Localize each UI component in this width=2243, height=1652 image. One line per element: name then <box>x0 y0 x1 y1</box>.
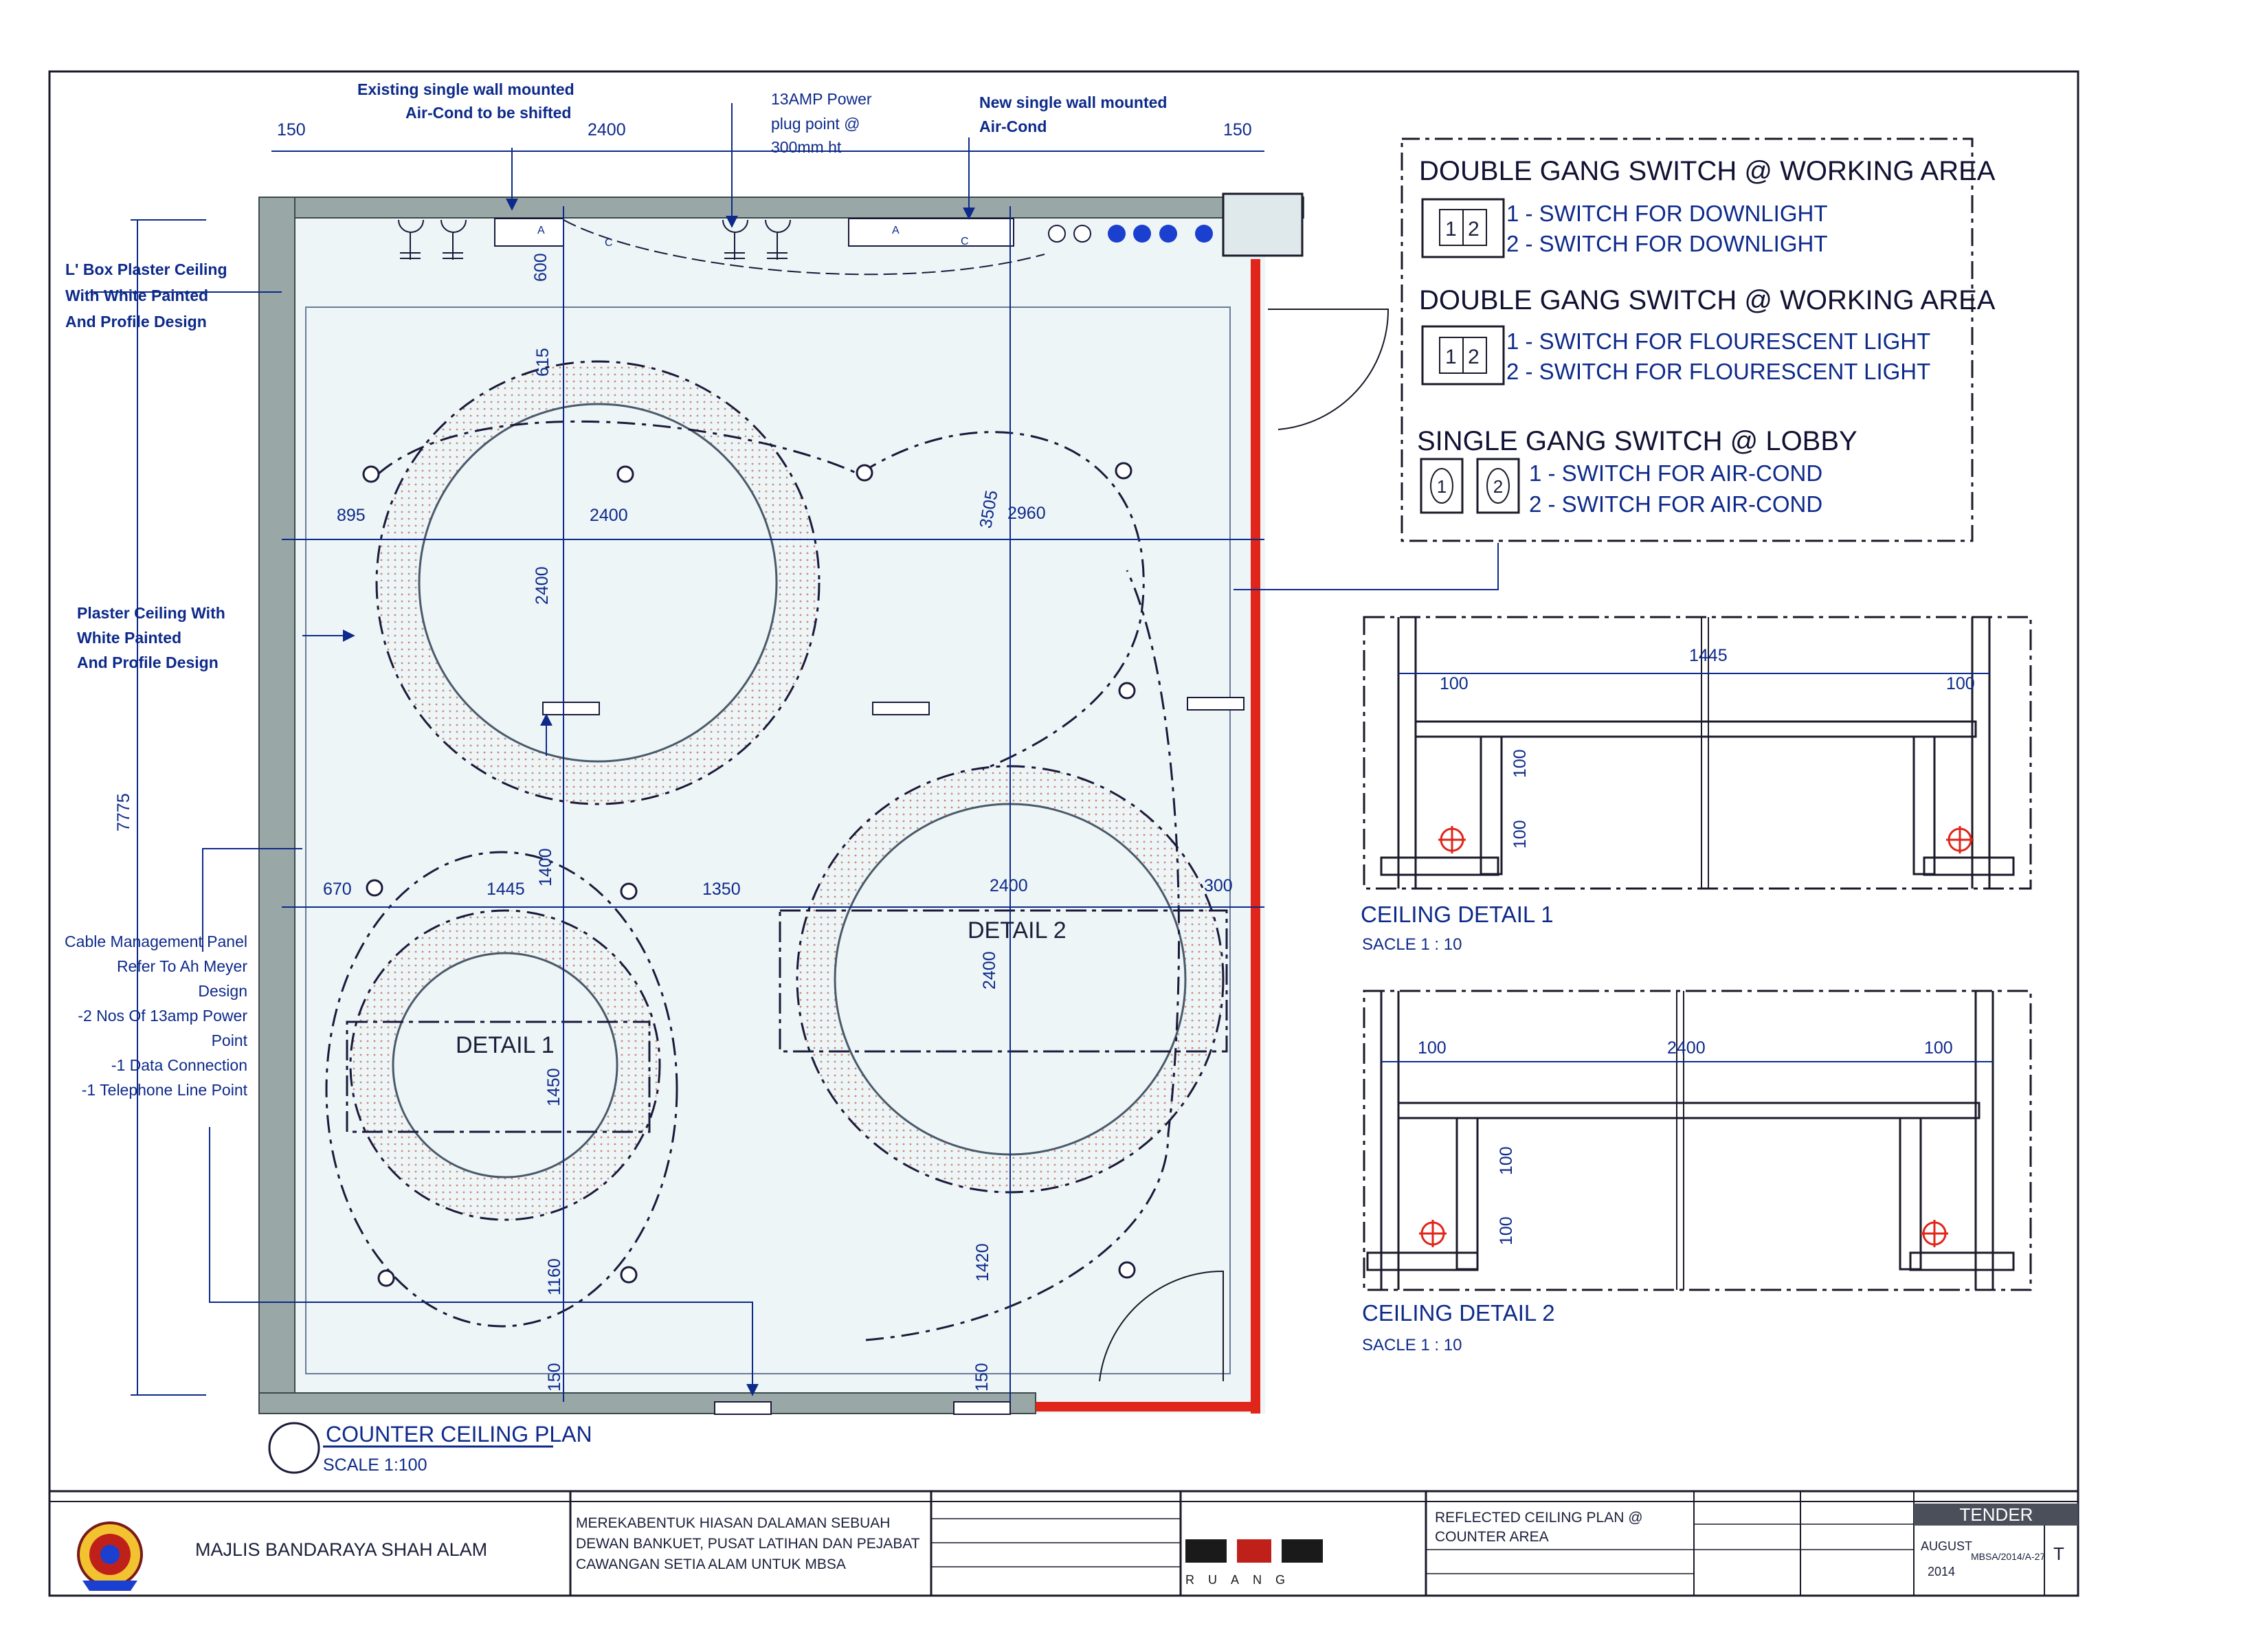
legend-group-2-title: DOUBLE GANG SWITCH @ WORKING AREA <box>1419 285 1996 315</box>
note-new-aircond-line1: New single wall mounted <box>979 93 1168 111</box>
detail-1-label: DETAIL 1 <box>456 1032 555 1058</box>
detail-2-dim-left: 100 <box>1418 1038 1447 1058</box>
dim-2400-lower-h: 2400 <box>990 876 1028 895</box>
date-year: 2014 <box>1928 1565 1956 1578</box>
detail-2-dim-span: 2400 <box>1667 1038 1706 1058</box>
detail-2-dim-right: 100 <box>1924 1038 1953 1058</box>
wall-left <box>259 197 295 1414</box>
ceiling-detail-2 <box>1362 991 2031 1354</box>
aircond-new-icon <box>849 219 1014 246</box>
legend-group-3-title: SINGLE GANG SWITCH @ LOBBY <box>1417 426 1857 456</box>
note-existing-aircond-line1: Existing single wall mounted <box>357 80 574 98</box>
detail-1-dim-v-lower: 100 <box>1510 820 1530 849</box>
detail-1-dim-left: 100 <box>1440 674 1469 693</box>
switch-point-filled-icon <box>1133 225 1151 243</box>
dim-2400-upper-h: 2400 <box>590 506 628 525</box>
grille-strip-icon <box>715 1402 771 1414</box>
note-power-plug-line1: 13AMP Power <box>771 90 872 108</box>
switch-mark-c: C <box>961 236 969 247</box>
note-cable-panel-line7: -1 Telephone Line Point <box>81 1081 247 1099</box>
ceiling-board <box>1398 1103 1979 1118</box>
note-cable-panel-line6: -1 Data Connection <box>111 1056 247 1074</box>
aircond-existing-icon <box>495 219 563 246</box>
note-new-aircond-line2: Air-Cond <box>979 118 1047 135</box>
dim-1420: 1420 <box>973 1243 992 1282</box>
switch-point-filled-icon <box>1159 225 1177 243</box>
legend-group-2-icon-1: 1 <box>1445 346 1457 368</box>
switch-mark-c: C <box>605 237 613 249</box>
detail-1-title: CEILING DETAIL 1 <box>1361 902 1554 927</box>
detail-2-title: CEILING DETAIL 2 <box>1362 1300 1555 1326</box>
dim-615: 615 <box>533 348 553 377</box>
bulkhead <box>1457 1118 1477 1269</box>
downlight-icon <box>364 467 379 482</box>
note-cable-panel-line4: -2 Nos Of 13amp Power <box>78 1007 247 1025</box>
dim-top-2400: 2400 <box>588 120 626 139</box>
project-line-2: DEWAN BANKUET, PUSAT LATIHAN DAN PEJABAT <box>576 1536 920 1552</box>
dim-150-bottom-b: 150 <box>972 1363 992 1392</box>
client-name: MAJLIS BANDARAYA SHAH ALAM <box>195 1539 488 1560</box>
note-lbox-line1: L' Box Plaster Ceiling <box>65 260 227 278</box>
wall-top <box>259 197 1304 218</box>
grille-strip-icon <box>543 702 599 715</box>
dim-2400-upper-v: 2400 <box>533 566 552 605</box>
plan-scale: SCALE 1:100 <box>323 1455 427 1475</box>
wall-right-red <box>1251 259 1260 1414</box>
bulkhead <box>1914 737 1934 874</box>
mbsa-crest-logo <box>78 1523 142 1591</box>
note-lbox-line2: With White Painted <box>65 287 209 304</box>
dim-895: 895 <box>337 506 366 525</box>
grille-strip-icon <box>873 702 929 715</box>
downlight-icon <box>621 884 636 899</box>
switch-legend <box>1402 139 1996 541</box>
note-cable-panel-line3: Design <box>198 982 247 1000</box>
project-line-1: MEREKABENTUK HIASAN DALAMAN SEBUAH <box>576 1515 891 1531</box>
door-swing-right <box>1268 309 1388 429</box>
dim-top-left-150: 150 <box>277 120 306 139</box>
grille-strip-icon <box>954 1402 1010 1414</box>
legend-group-2-icon-2: 2 <box>1468 346 1480 368</box>
note-lbox-line3: And Profile Design <box>65 313 207 331</box>
legend-group-1-icon-2: 2 <box>1468 218 1480 241</box>
detail-frame <box>1364 991 2031 1290</box>
legend-group-3-item-2: 2 - SWITCH FOR AIR-COND <box>1529 491 1823 517</box>
dim-7775: 7775 <box>114 793 133 831</box>
note-cable-panel-line5: Point <box>211 1031 247 1049</box>
dim-1400: 1400 <box>536 848 555 886</box>
circle-ceiling-lower-left <box>393 953 617 1177</box>
note-cable-panel-line2: Refer To Ah Meyer <box>116 957 247 975</box>
drawing-number: MBSA/2014/A-27 <box>1971 1551 2046 1562</box>
leader-line <box>1234 543 1498 590</box>
revision: T <box>2053 1543 2064 1564</box>
drawing-title-line-1: REFLECTED CEILING PLAN @ <box>1435 1510 1643 1526</box>
ceiling-board <box>1416 722 1976 737</box>
legend-group-3-item-1: 1 - SWITCH FOR AIR-COND <box>1529 460 1823 486</box>
detail-1-dim-right: 100 <box>1946 674 1975 693</box>
column-top-right <box>1223 194 1302 256</box>
dim-1160: 1160 <box>545 1258 564 1295</box>
room-plan <box>259 194 1388 1414</box>
switch-point-open-icon <box>1049 225 1065 242</box>
switch-mark-a: A <box>892 225 900 236</box>
downlight-icon <box>621 1267 636 1282</box>
base-strip <box>1910 1253 2013 1270</box>
title-block <box>49 1491 2078 1596</box>
switch-point-open-icon <box>1074 225 1091 242</box>
legend-group-2-item-1: 1 - SWITCH FOR FLOURESCENT LIGHT <box>1506 328 1931 354</box>
detail-1-scale: SACLE 1 : 10 <box>1362 935 1462 954</box>
plan-title-circle <box>269 1423 319 1473</box>
dim-150-bottom-a: 150 <box>545 1363 564 1392</box>
legend-group-1-item-2: 2 - SWITCH FOR DOWNLIGHT <box>1506 231 1828 256</box>
legend-group-3-icon-2: 2 <box>1493 476 1504 497</box>
note-plaster-line2: White Painted <box>77 629 182 647</box>
detail-2-label: DETAIL 2 <box>968 917 1067 944</box>
project-line-3: CAWANGAN SETIA ALAM UNTUK MBSA <box>576 1556 846 1572</box>
ruang-logo <box>1185 1539 1323 1563</box>
base-strip <box>1368 1253 1477 1270</box>
switch-mark-a: A <box>537 225 545 236</box>
legend-group-1-item-1: 1 - SWITCH FOR DOWNLIGHT <box>1506 201 1828 226</box>
bulkhead <box>1900 1118 1921 1269</box>
dim-1450: 1450 <box>544 1068 563 1106</box>
consultant-name: RUANG <box>1185 1573 1299 1587</box>
legend-group-2-item-2: 2 - SWITCH FOR FLOURESCENT LIGHT <box>1506 359 1931 384</box>
detail-1-dim-v-upper: 100 <box>1510 749 1530 778</box>
dim-3505: 3505 <box>976 489 1002 531</box>
dim-2400-lower-v: 2400 <box>980 951 999 990</box>
dim-600: 600 <box>531 253 550 282</box>
wall-bottom-red <box>1036 1402 1260 1411</box>
downlight-icon <box>367 880 382 895</box>
bulkhead <box>1481 737 1502 874</box>
switch-point-filled-icon <box>1195 225 1213 243</box>
wall-bottom <box>259 1393 1036 1414</box>
dim-2960: 2960 <box>1007 504 1046 523</box>
base-strip <box>1924 858 2013 875</box>
date-month: AUGUST <box>1921 1539 1973 1553</box>
note-cable-panel-line1: Cable Management Panel <box>65 933 247 950</box>
dim-1350: 1350 <box>702 880 741 899</box>
detail-2-dim-v-upper: 100 <box>1497 1146 1516 1175</box>
detail-2-dim-v-lower: 100 <box>1497 1216 1516 1245</box>
dim-300: 300 <box>1204 876 1233 895</box>
status-badge: TENDER <box>1959 1504 2033 1525</box>
note-power-plug-line3: 300mm ht <box>771 138 842 156</box>
note-plaster-line3: And Profile Design <box>77 654 219 671</box>
dim-670: 670 <box>323 880 352 899</box>
drawing-title-line-2: COUNTER AREA <box>1435 1529 1549 1545</box>
downlight-icon <box>379 1271 394 1286</box>
switch-point-filled-icon <box>1108 225 1126 243</box>
dim-top-right-150: 150 <box>1223 120 1252 139</box>
legend-group-3-icon-1: 1 <box>1436 476 1447 497</box>
grille-strip-icon <box>1187 697 1244 710</box>
downlight-icon <box>1119 1262 1135 1277</box>
plan-title: COUNTER CEILING PLAN <box>326 1422 592 1447</box>
note-existing-aircond-line2: Air-Cond to be shifted <box>405 104 572 122</box>
ceiling-detail-1 <box>1361 617 2031 954</box>
note-plaster-line1: Plaster Ceiling With <box>77 604 225 622</box>
dim-1445: 1445 <box>487 880 525 899</box>
legend-group-1-title: DOUBLE GANG SWITCH @ WORKING AREA <box>1419 156 1996 186</box>
legend-group-1-icon-1: 1 <box>1445 218 1457 241</box>
downlight-icon <box>1116 463 1131 478</box>
downlight-icon <box>857 465 872 480</box>
note-power-plug-line2: plug point @ <box>771 115 860 133</box>
detail-2-scale: SACLE 1 : 10 <box>1362 1336 1462 1354</box>
downlight-icon <box>1119 683 1135 698</box>
detail-1-dim-span: 1445 <box>1689 646 1728 665</box>
downlight-icon <box>618 467 633 482</box>
